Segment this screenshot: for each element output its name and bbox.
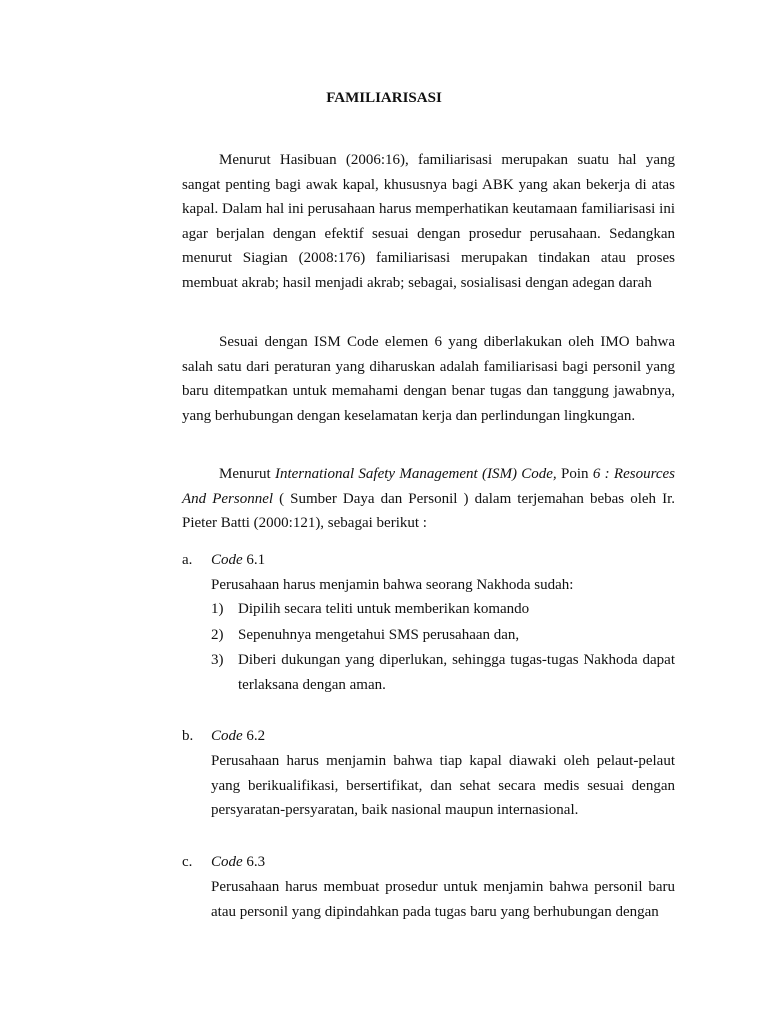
section-c-code-word: Code: [211, 854, 243, 870]
para3-resources-title: 6 : Resources And Personnel: [182, 466, 675, 507]
section-a-code-word: Code: [211, 552, 243, 568]
list-item-2-number: 2): [211, 627, 224, 643]
para3-text-2: Poin: [556, 466, 593, 482]
para3-ism-title: International Safety Management (ISM) Code,: [274, 466, 557, 482]
list-item-1-text: Dipilih secara teliti untuk memberikan komando: [238, 601, 530, 617]
section-a-intro: Perusahaan harus menjamin bahwa seorang Nakhoda sudah:: [211, 577, 574, 593]
section-c-code-number: 6.3: [242, 854, 266, 870]
para3-text-3: ( Sumber Daya dan Personil ) dalam terjemahan bebas oleh Ir. Pieter Batti (2000:121), sebagai berikut :: [182, 490, 676, 531]
list-item-1-number: 1): [211, 601, 224, 617]
paragraph-menurut-ism: [182, 462, 675, 536]
list-item-3-text: Diberi dukungan yang diperlukan, sehingga tugas-tugas Nakhoda dapat terlaksana dengan aman.: [238, 652, 675, 693]
paragraph-ism-code: Sesuai dengan ISM Code elemen 6 yang diberlakukan oleh IMO bahwa salah satu dari peraturan yang diharuskan adalah familiarisasi bagi personil yang baru ditempatkan untuk memahami dengan benar tugas dan tanggung jawabnya, yang berhubungan dengan keselamatan kerja dan perlindungan lingkungan.: [182, 334, 675, 424]
section-b-code-number: 6.2: [242, 728, 266, 744]
section-b-body: Perusahaan harus menjamin bahwa tiap kapal diawaki oleh pelaut-pelaut yang berikualifikasi, bersertifikat, dan sehat secara medis sesuai dengan persyaratan-persyaratan, baik nasional maupun internasional.: [211, 753, 675, 818]
paragraph-hasibuan: Menurut Hasibuan (2006:16), familiarisasi merupakan suatu hal yang sangat penting bagi awak kapal, khususnya bagi ABK yang akan bekerja di atas kapal. Dalam hal ini perusahaan harus memperhatikan keutamaan familiarisasi ini agar berjalan dengan efektif sesuai dengan prosedur perusahaan. Sedangkan menurut Siagian (2008:176) familiarisasi merupakan tindakan atau proses membuat akrab; hasil menjadi akrab; sebagai, sosialisasi dengan adegan darah: [182, 152, 675, 291]
section-b-heading: [211, 724, 265, 749]
section-c-body: Perusahaan harus membuat prosedur untuk menjamin bahwa personil baru atau personil yang dipindahkan pada tugas baru yang berhubungan dengan: [211, 879, 675, 920]
page-title: FAMILIARISASI: [326, 90, 442, 106]
section-a-letter: a.: [182, 552, 193, 568]
section-c-letter: c.: [182, 854, 193, 870]
section-a-heading: [211, 548, 265, 573]
section-b-code-word: Code: [211, 728, 243, 744]
list-item-3-number: 3): [211, 652, 224, 668]
section-c-heading: [211, 850, 265, 875]
list-item-2-text: Sepenuhnya mengetahui SMS perusahaan dan,: [238, 627, 520, 643]
para3-text-1: Menurut: [219, 466, 275, 482]
section-b-letter: b.: [182, 728, 194, 744]
section-a-code-number: 6.1: [242, 552, 266, 568]
